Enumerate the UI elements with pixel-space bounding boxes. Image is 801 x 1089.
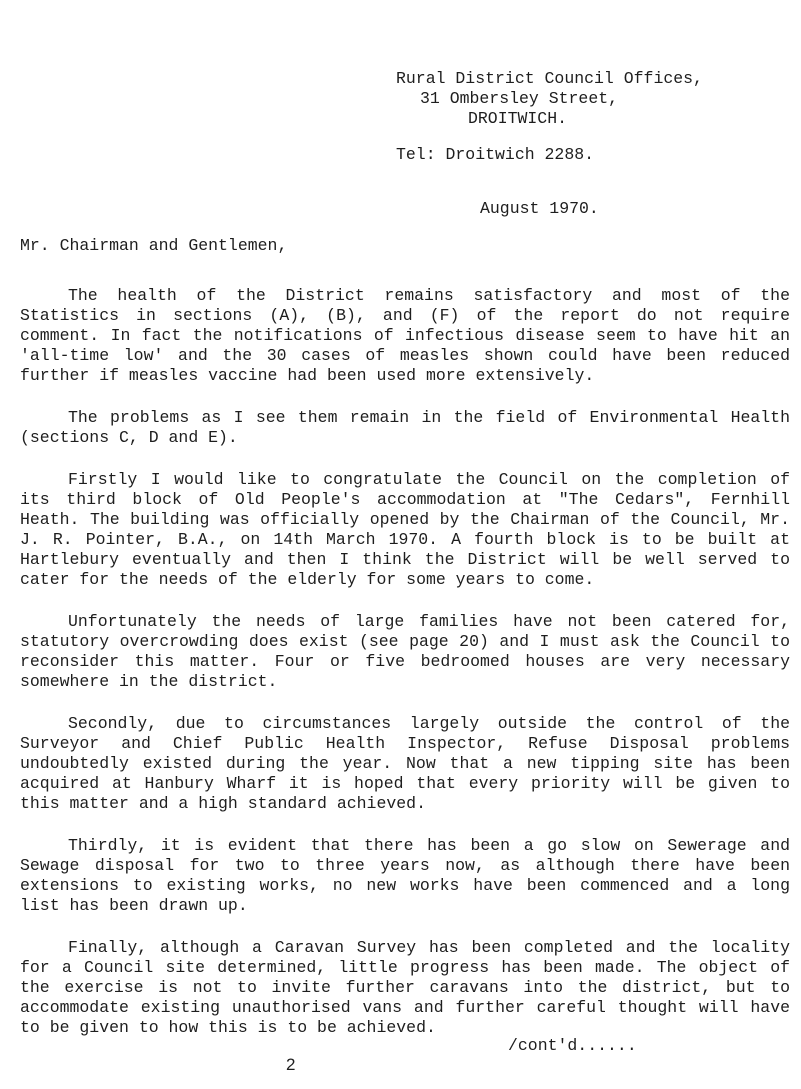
telephone: Tel: Droitwich 2288. xyxy=(396,145,595,164)
letterhead-address xyxy=(396,69,796,129)
address-line-1: Rural District Council Offices, xyxy=(396,69,703,88)
salutation: Mr. Chairman and Gentlemen, xyxy=(20,236,288,255)
continuation-note: /cont'd...... xyxy=(508,1036,637,1055)
paragraph-caravan-survey: Finally, although a Caravan Survey has been completed and the locality for a Council site determined, little progress has been made. The object of the exercise is not to invite further caravans into the district, but to accommodate existing unauthorised vans and further careful thought will have to be given to how this is to be achieved. xyxy=(20,938,790,1037)
address-line-3: DROITWICH. xyxy=(468,109,568,128)
letter-date: August 1970. xyxy=(480,199,599,218)
paragraph-refuse-disposal: Secondly, due to circumstances largely outside the control of the Surveyor and Chief Public Health Inspector, Refuse Disposal problems undoubtedly existed during the year. Now that a new tipping site has been acquired at Hanbury Wharf it is hoped that every priority will be given to this matter and a high standard achieved. xyxy=(20,714,790,813)
paragraph-sewerage: Thirdly, it is evident that there has been a go slow on Sewerage and Sewage disposal for two to three years now, as although there have been extensions to existing works, no new works have been commenced and a long list has been drawn up. xyxy=(20,836,790,915)
paragraph-large-families: Unfortunately the needs of large families have not been catered for, statutory overcrowding does exist (see page 20) and I must ask the Council to reconsider this matter. Four or five bedroomed houses are very necessary somewhere in the district. xyxy=(20,612,790,691)
paragraph-health-statistics: The health of the District remains satisfactory and most of the Statistics in sections (A), (B), and (F) of the report do not require comment. In fact the notifications of infectious disease seem to have hit an 'all-time low' and the 30 cases of measles shown could have been reduced further if measles vaccine had been used more extensively. xyxy=(20,286,790,385)
address-line-2: 31 Ombersley Street, xyxy=(420,89,619,108)
page-number: 2 xyxy=(286,1055,296,1074)
paragraph-environmental-health: The problems as I see them remain in the field of Environmental Health (sections C, D and E). xyxy=(20,408,790,447)
letter-body xyxy=(20,286,790,1060)
paragraph-old-peoples-accommodation: Firstly I would like to congratulate the Council on the completion of its third block of Old People's accommodation at "The Cedars", Fernhill Heath. The building was officially opened by the Chairman of the Council, Mr. J. R. Pointer, B.A., on 14th March 1970. A fourth block is to be built at Hartlebury eventually and then I think the District will be well served to cater for the needs of the elderly for some years to come. xyxy=(20,470,790,589)
